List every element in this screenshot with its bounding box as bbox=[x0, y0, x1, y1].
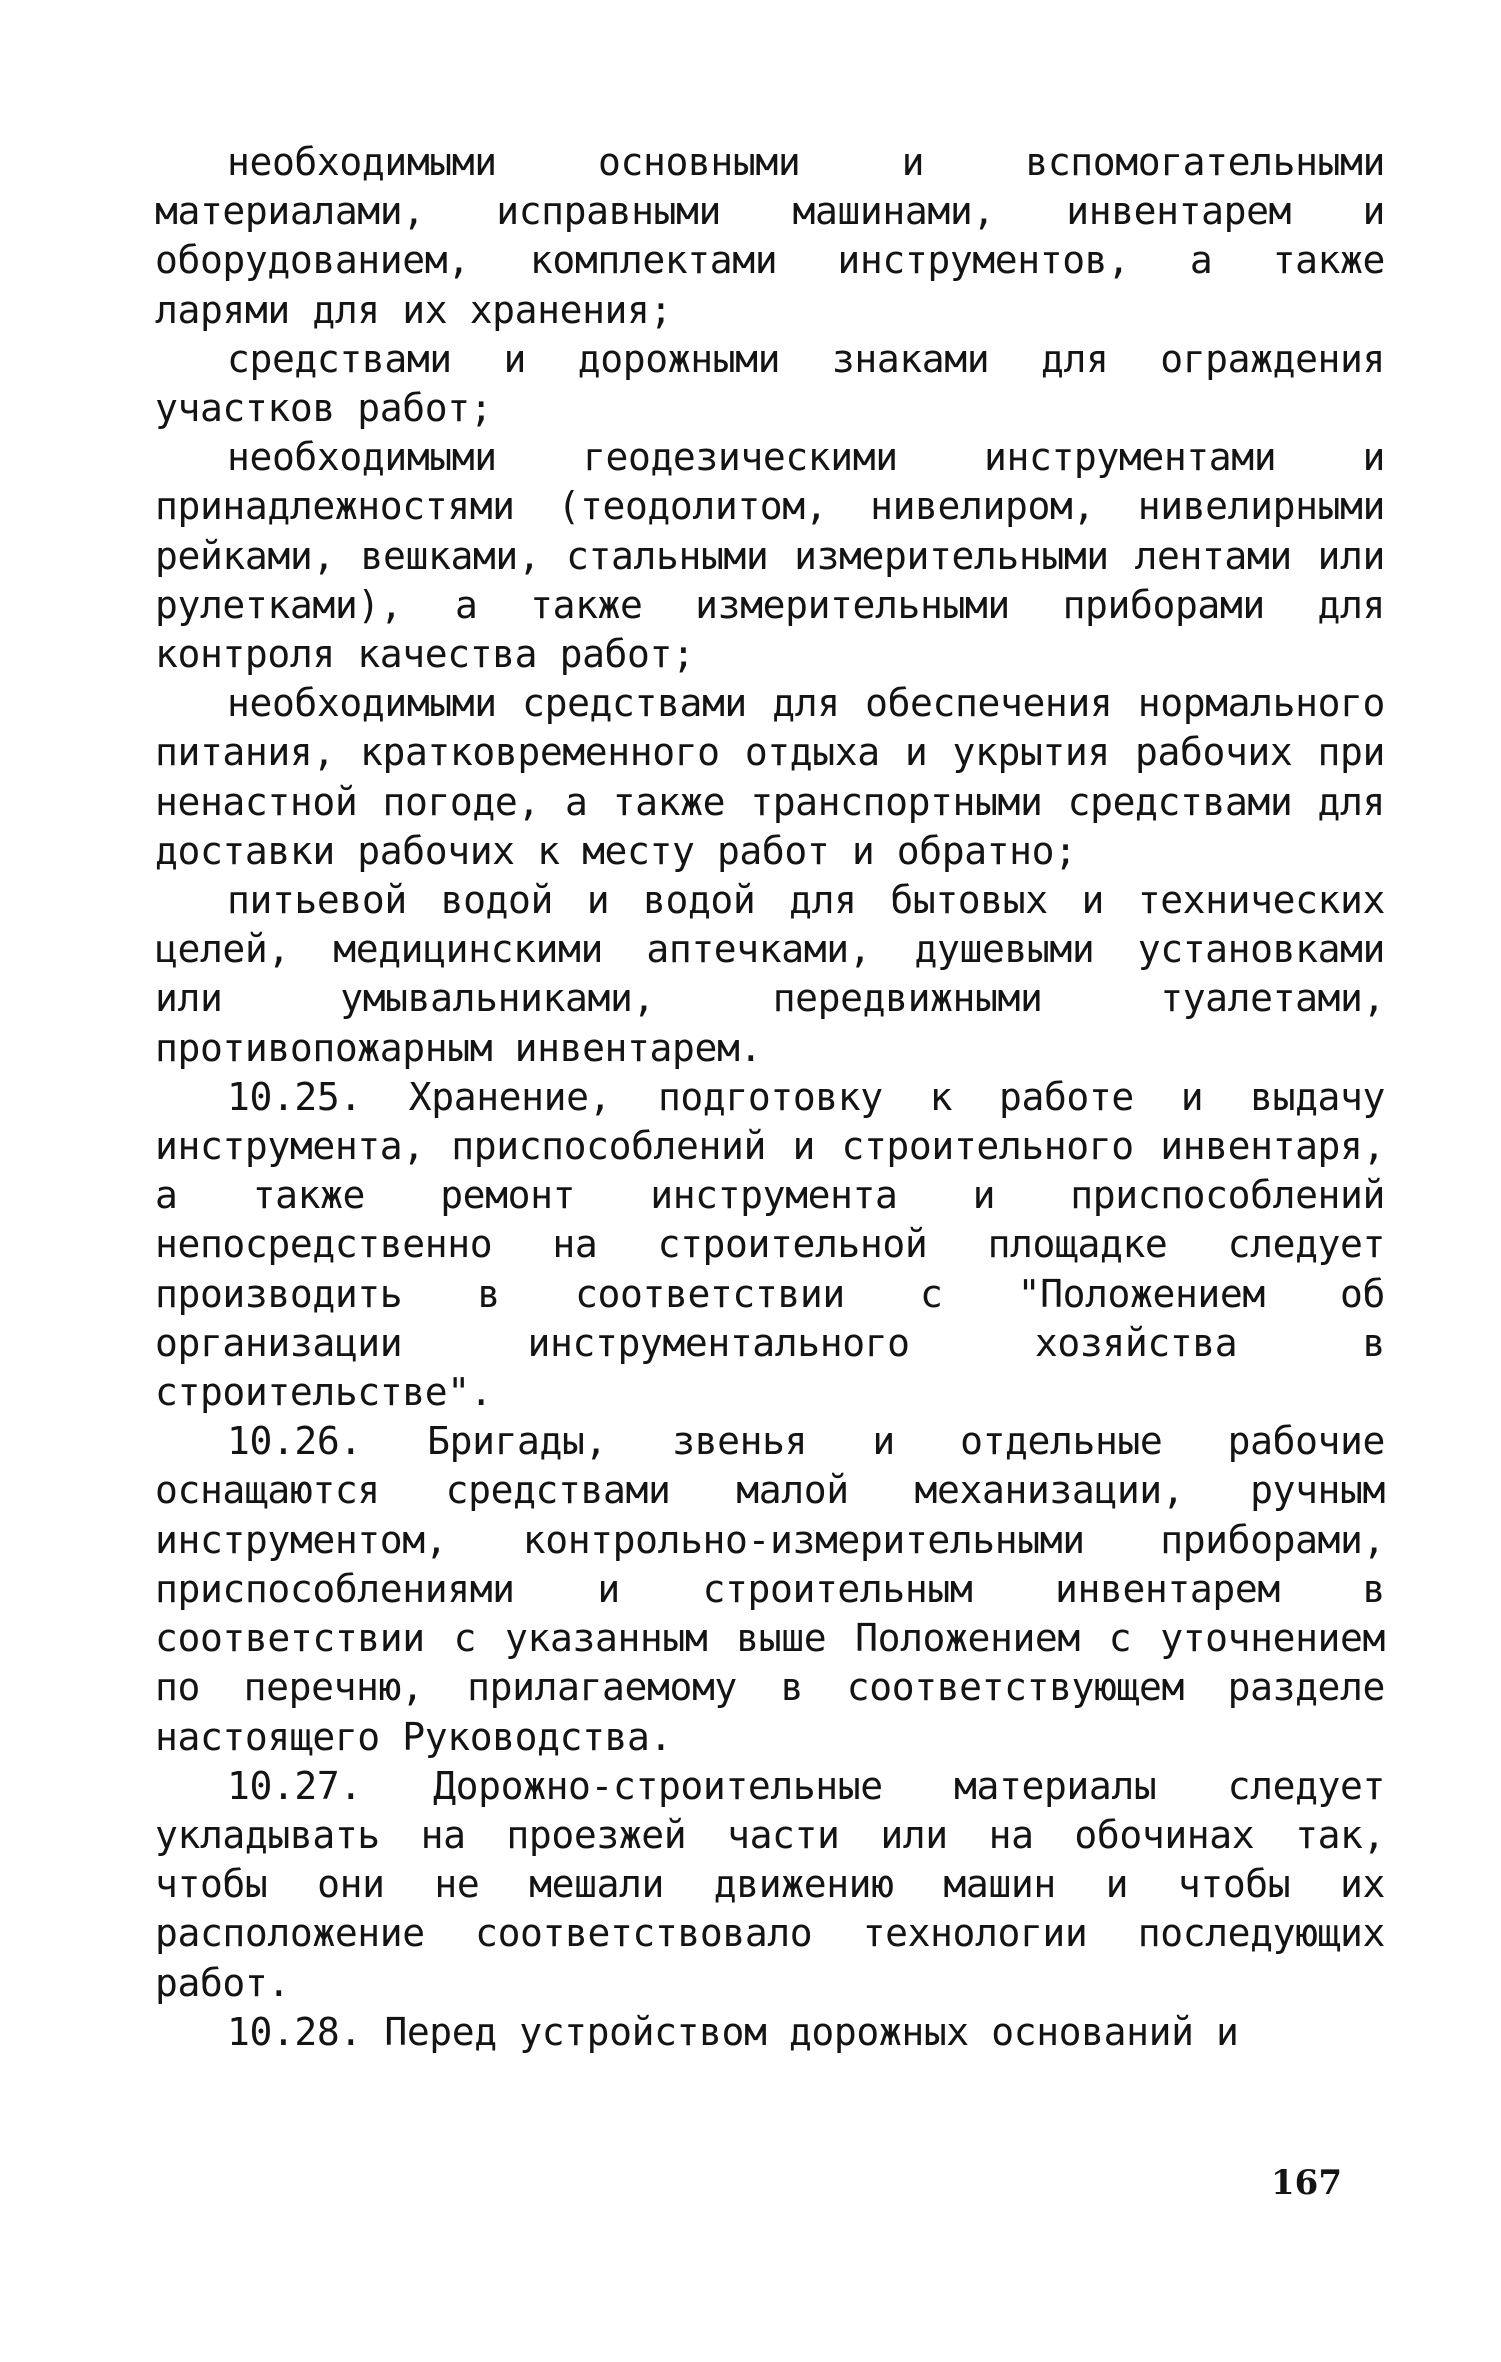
paragraph-10-26: 10.26. Бригады, звенья и отдельные рабочие оснащаются средствами малой механизации, ручным инструментом, контрольно-измерительными приборами, приспособлениями и строительным инвентарем в соответствии с указанным выше Положением с уточнением по перечню, прилагаемому в соответствующем разделе настоящего Руководства. bbox=[155, 1419, 1385, 1759]
text-body bbox=[155, 138, 1385, 2057]
paragraph-10-28: 10.28. Перед устройством дорожных оснований и bbox=[227, 2009, 1239, 2054]
paragraph-water-supply: питьевой водой и водой для бытовых и технических целей, медицинскими аптечками, душевыми установками или умывальниками, передвижными туалетами, противопожарным инвентарем. bbox=[155, 878, 1385, 1070]
paragraph-worker-provisions: необходимыми средствами для обеспечения нормального питания, кратковременного отдыха и укрытия рабочих при ненастной погоде, а также транспортными средствами для доставки рабочих к месту работ и обратно; bbox=[155, 681, 1385, 873]
page-number: 167 bbox=[1271, 2163, 1342, 2203]
paragraph-geodetic-instruments: необходимыми геодезическими инструментами и принадлежностями (теодолитом, нивелиром, нивелирными рейками, вешками, стальными измерительными лентами или рулетками), а также измерительными приборами для контроля качества работ; bbox=[155, 435, 1385, 677]
paragraph-road-signs: средствами и дорожными знаками для ограждения участков работ; bbox=[155, 336, 1385, 431]
paragraph-10-25: 10.25. Хранение, подготовку к работе и выдачу инструмента, приспособлений и строительного инвентаря, а также ремонт инструмента и приспособлений непосредственно на строительной площадке следует производить в соответствии с "Положением об организации инструментального хозяйства в строительстве". bbox=[155, 1074, 1385, 1415]
paragraph-10-27: 10.27. Дорожно-строительные материалы следует укладывать на проезжей части или на обочинах так, чтобы они не мешали движению машин и чтобы их расположение соответствовало технологии последующих работ. bbox=[155, 1763, 1385, 2005]
paragraph-materials: необходимыми основными и вспомогательными материалами, исправными машинами, инвентарем и оборудованием, комплектами инструментов, а также ларями для их хранения; bbox=[155, 140, 1385, 332]
